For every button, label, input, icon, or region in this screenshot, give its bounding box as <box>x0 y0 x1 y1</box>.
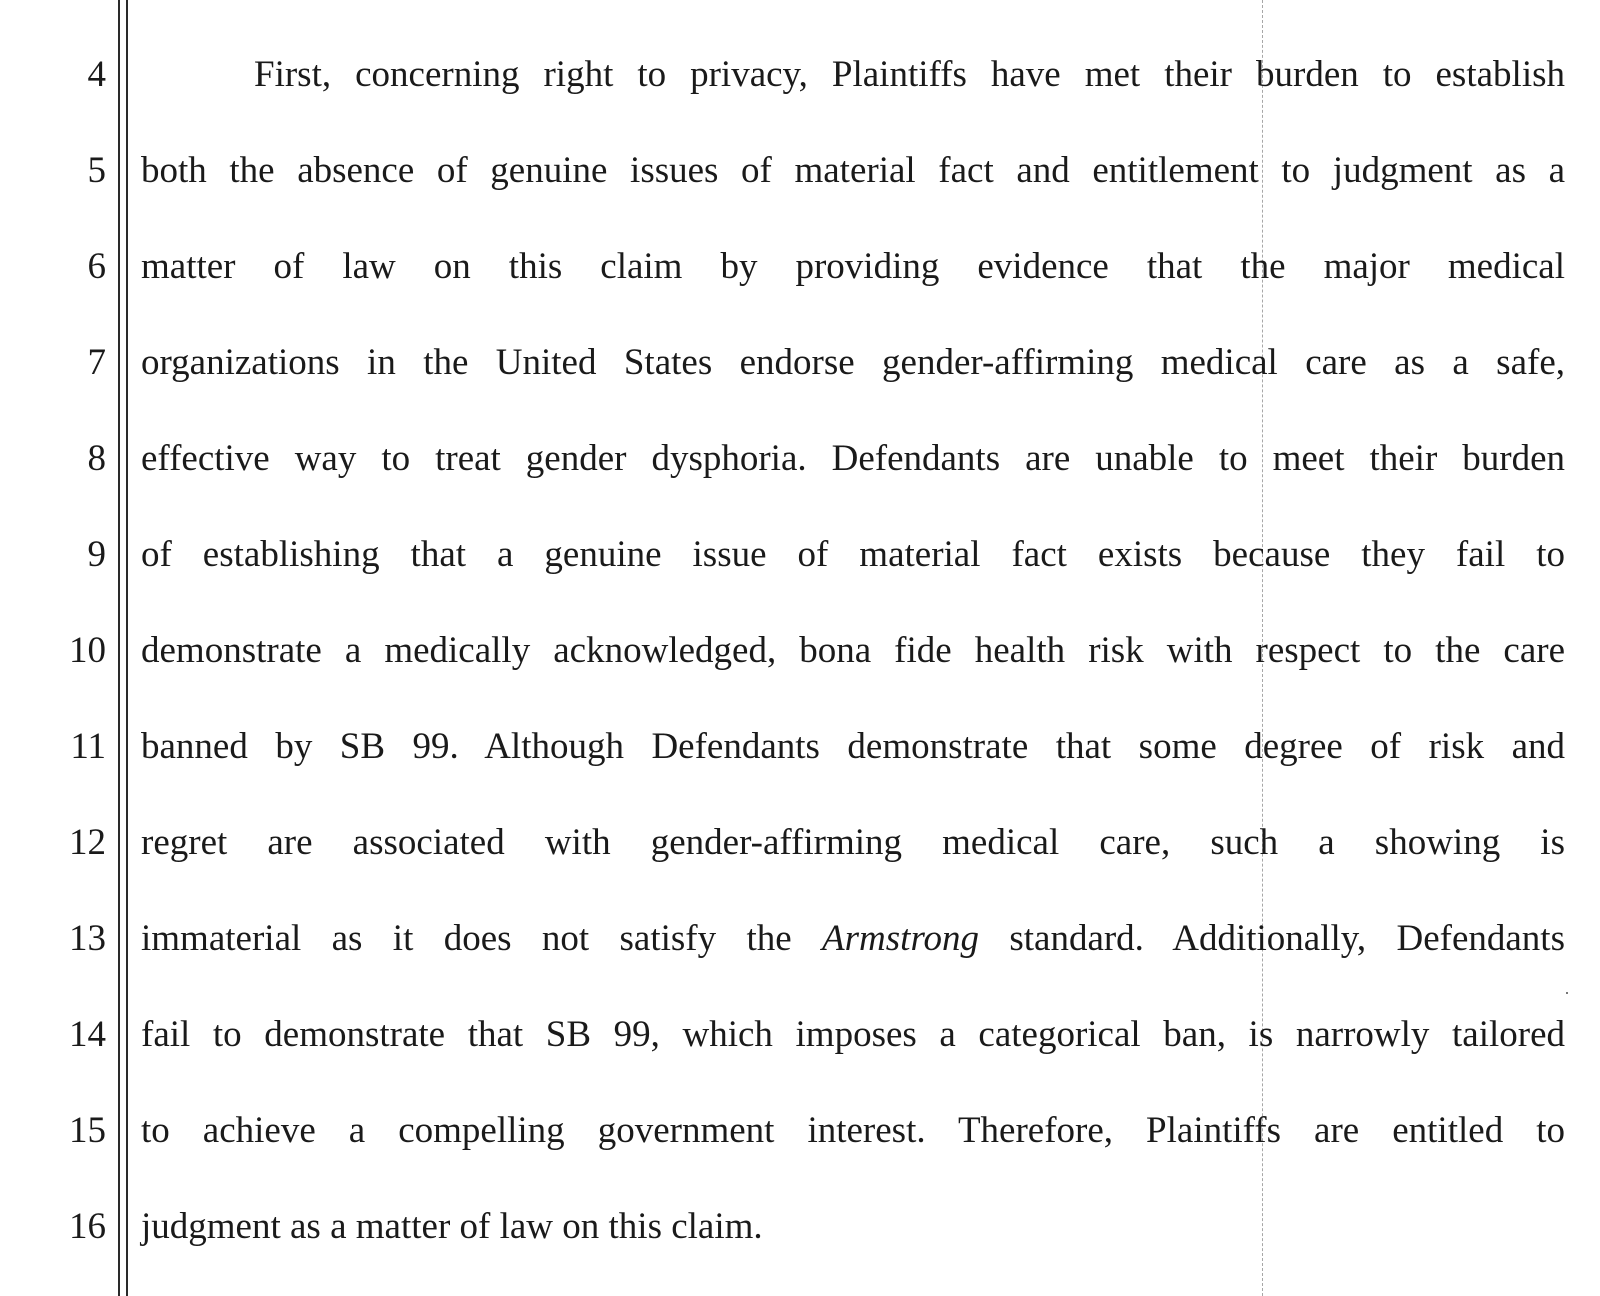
line-number: 16 <box>69 1206 106 1247</box>
line-number: 14 <box>69 1014 106 1055</box>
paragraph-last-line: judgment as a matter of law on this claim. <box>141 1206 763 1247</box>
line-number: 15 <box>69 1110 106 1151</box>
paragraph-line: demonstrate a medically acknowledged, bona fide health risk with respect to the care <box>141 630 1565 671</box>
text-segment: standard. Additionally, Defendants <box>978 918 1565 959</box>
paragraph-line: both the absence of genuine issues of material fact and entitlement to judgment as a <box>141 150 1565 191</box>
line-number: 9 <box>87 534 106 575</box>
paragraph-line: fail to demonstrate that SB 99, which imposes a categorical ban, is narrowly tailored <box>141 1014 1565 1055</box>
line-number: 8 <box>87 438 106 479</box>
paragraph-line: matter of law on this claim by providing evidence that the major medical <box>141 246 1565 287</box>
scan-artifact-dot <box>1566 992 1568 994</box>
line-number: 11 <box>70 726 106 767</box>
line-number: 13 <box>69 918 106 959</box>
line-number: 4 <box>87 54 106 95</box>
paragraph-line: banned by SB 99. Although Defendants demonstrate that some degree of risk and <box>141 726 1565 767</box>
paragraph-line: effective way to treat gender dysphoria. Defendants are unable to meet their burden <box>141 438 1565 479</box>
line-number: 10 <box>69 630 106 671</box>
paragraph-first-line: First, concerning right to privacy, Plaintiffs have met their burden to establish <box>254 54 1565 95</box>
line-number: 7 <box>87 342 106 383</box>
paragraph-line: organizations in the United States endorse gender-affirming medical care as a safe, <box>141 342 1565 383</box>
margin-rule-inner <box>126 0 128 1296</box>
line-number: 6 <box>87 246 106 287</box>
line-number: 12 <box>69 822 106 863</box>
text-segment: immaterial as it does not satisfy the <box>141 918 823 959</box>
margin-rule-outer <box>118 0 120 1296</box>
paragraph-line-with-case-name <box>141 920 1565 957</box>
paragraph-line: of establishing that a genuine issue of material fact exists because they fail to <box>141 534 1565 575</box>
case-name-italic: Armstrong <box>822 918 979 959</box>
paragraph-line: regret are associated with gender-affirming medical care, such a showing is <box>141 822 1565 863</box>
line-number: 5 <box>87 150 106 191</box>
paragraph-line: to achieve a compelling government interest. Therefore, Plaintiffs are entitled to <box>141 1110 1565 1151</box>
